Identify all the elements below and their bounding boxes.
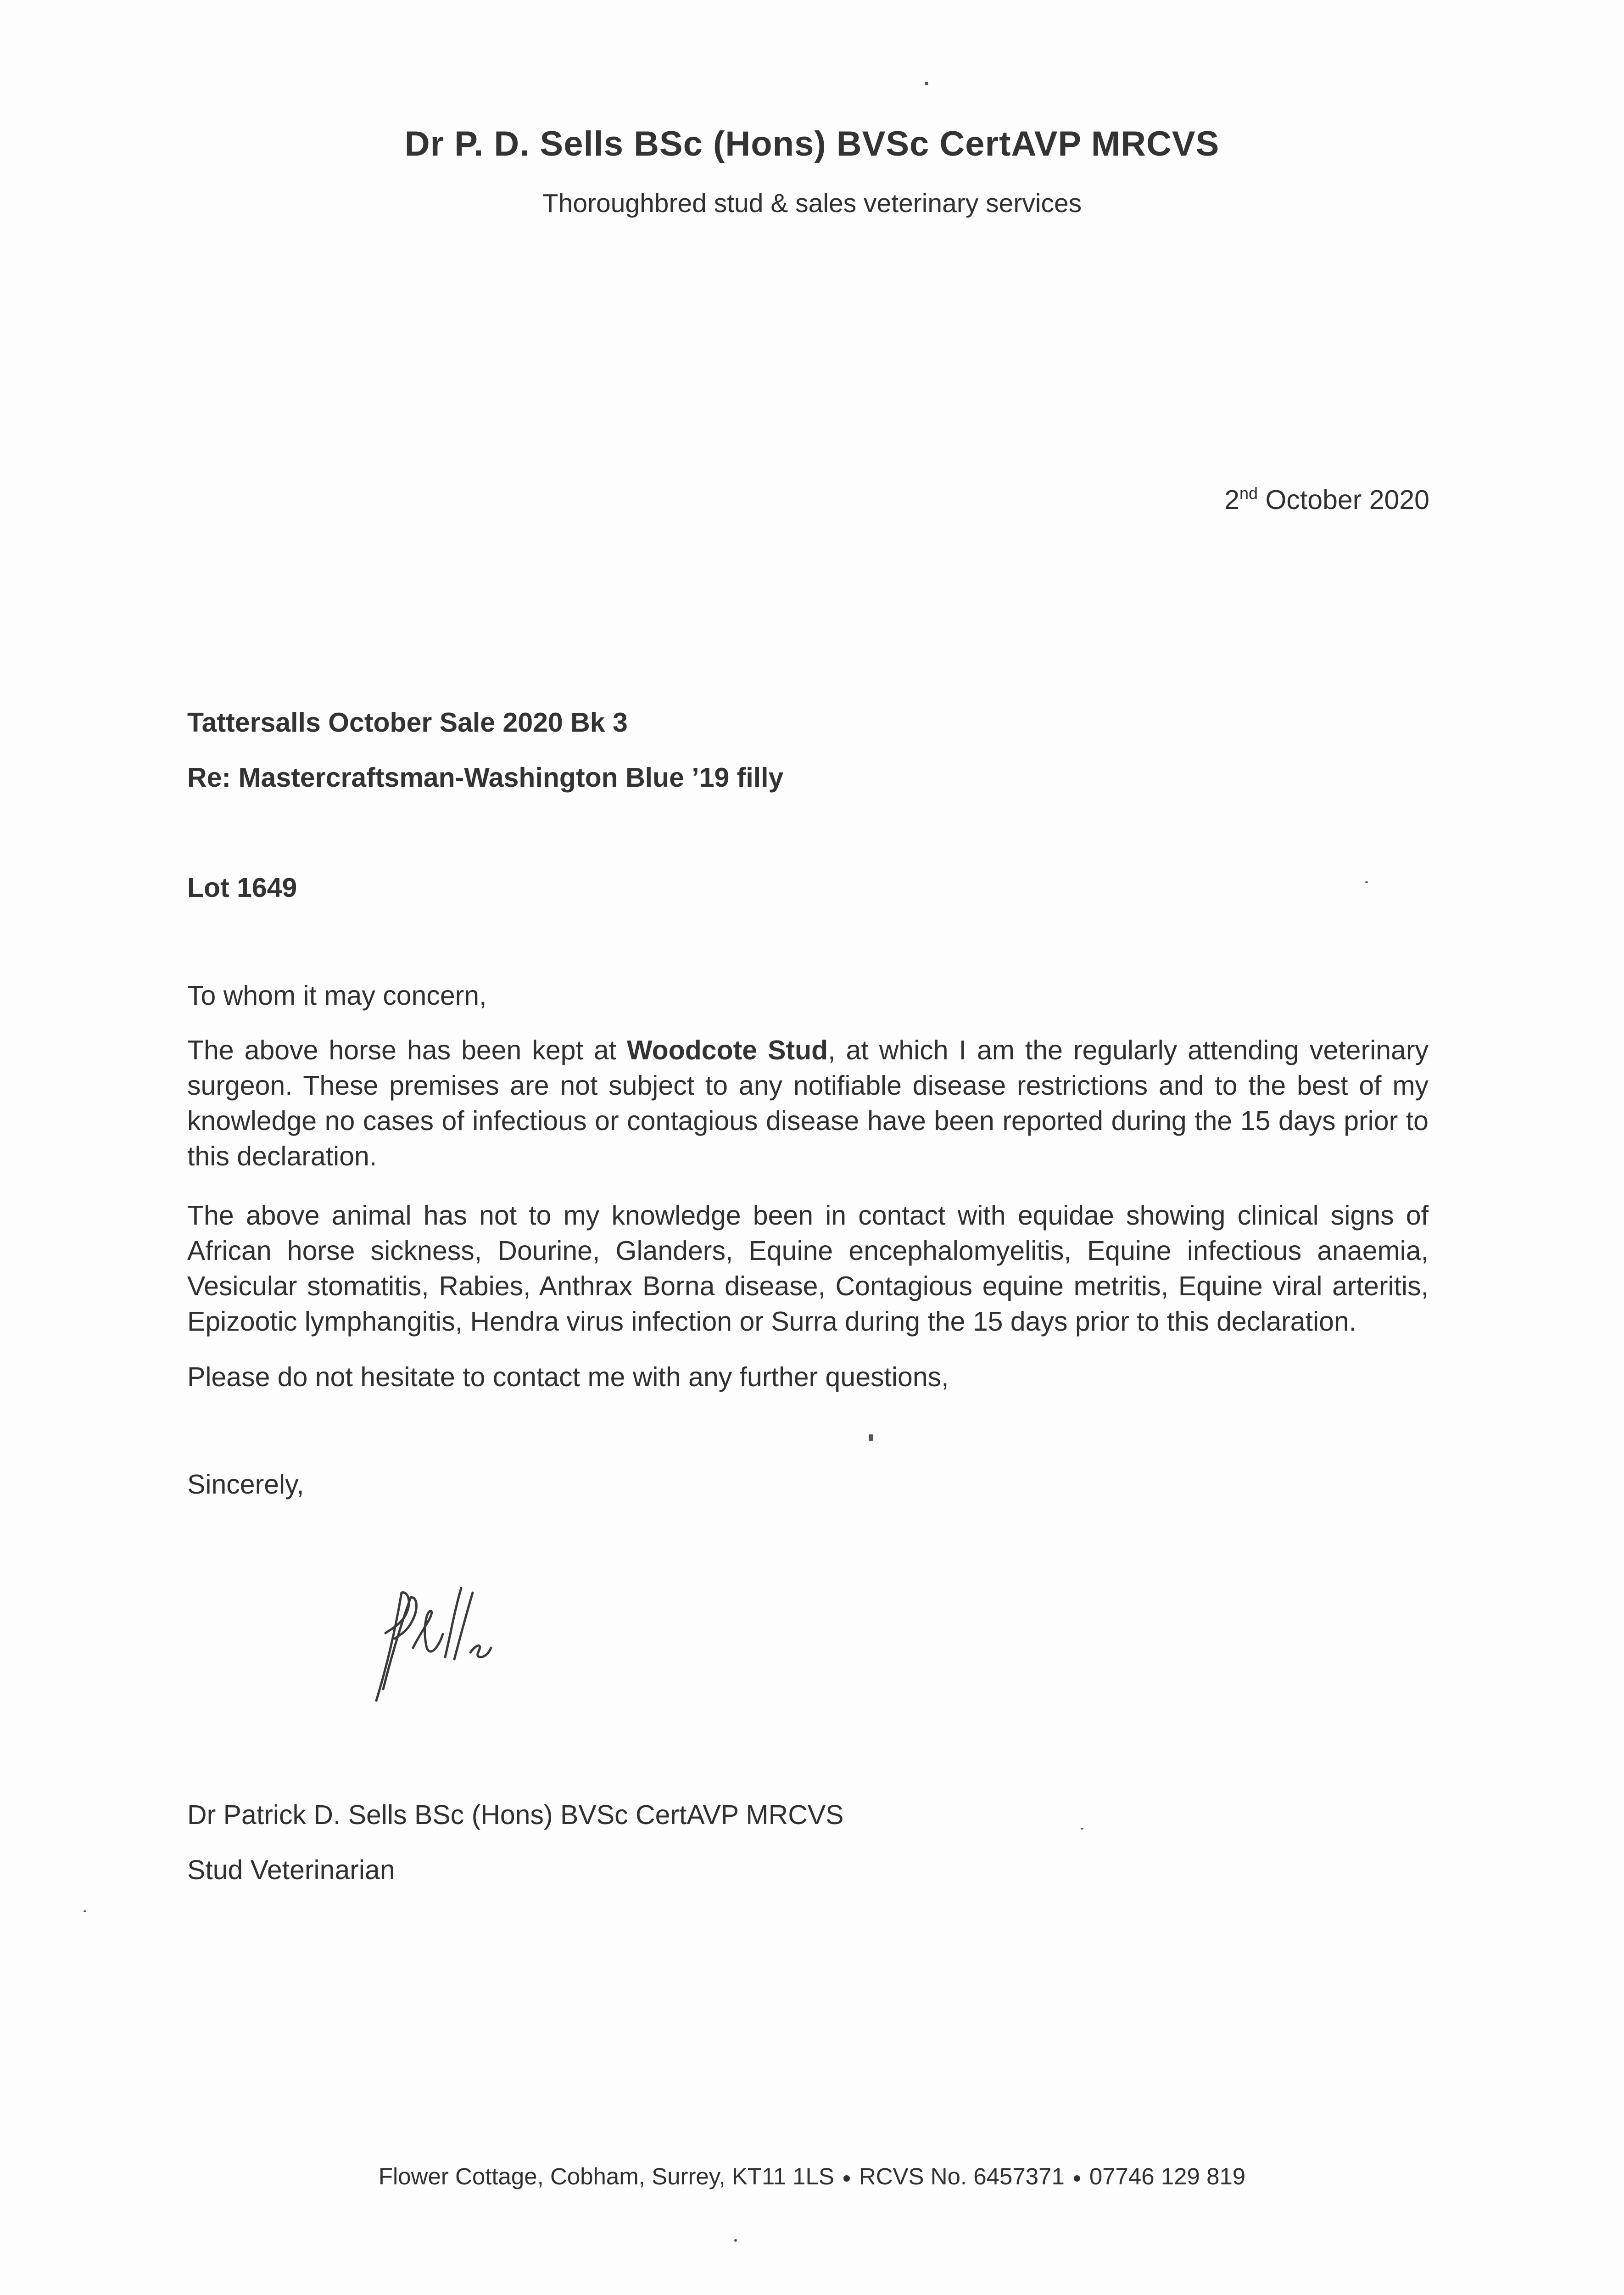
bullet-icon (843, 2175, 850, 2182)
subject-line: Re: Mastercraftsman-Washington Blue ’19 filly (187, 762, 784, 793)
salutation: To whom it may concern, (187, 980, 487, 1011)
scan-speck (734, 2239, 737, 2242)
body-paragraph-1 (187, 1033, 1429, 1174)
closing: Sincerely, (187, 1469, 304, 1500)
bullet-icon (1074, 2175, 1080, 2182)
signatory-title: Stud Veterinarian (187, 1855, 395, 1885)
para1-text-end: , at which I am the regularly attending veterinary surgeon. These premises are not subject to any notifiable disease restrictions and to the best of my knowledge no cases of infectious or contagious disease have been reported during the 15 days prior to this declaration. (187, 1035, 1429, 1171)
date-suffix: nd (1239, 484, 1258, 503)
scan-speck (1081, 1828, 1083, 1830)
footer-rcvs: RCVS No. 6457371 (859, 2163, 1065, 2189)
body-paragraph-2: The above animal has not to my knowledge been in contact with equidae showing clinical signs of African horse sickness, Dourine, Glanders, Equine encephalomyelitis, Equine infectious anaemia, Vesicular stomatitis, Rabies, Anthrax Borna disease, Contagious equine metritis, Equine viral arteritis, Epizootic lymphangitis, Hendra virus infection or Surra during the 15 days prior to this declaration. (187, 1200, 1429, 1337)
para1-text-start: The above horse has been kept at (187, 1035, 627, 1065)
sale-reference: Tattersalls October Sale 2020 Bk 3 (187, 707, 628, 738)
date-day: 2 (1224, 485, 1240, 515)
letterhead-subtitle: Thoroughbred stud & sales veterinary services (542, 189, 1082, 218)
scan-speck (869, 1434, 873, 1441)
stud-name: Woodcote Stud (627, 1035, 828, 1065)
letter-date (1224, 484, 1429, 515)
scan-speck (84, 1910, 86, 1912)
scan-speck (925, 82, 928, 85)
body-paragraph-3: Please do not hesitate to contact me with any further questions, (187, 1362, 949, 1392)
footer-phone: 07746 129 819 (1089, 2163, 1246, 2189)
footer-contact (0, 2163, 1624, 2190)
date-rest: October 2020 (1258, 485, 1429, 515)
handwritten-signature-icon (358, 1579, 496, 1703)
signatory-name: Dr Patrick D. Sells BSc (Hons) BVSc CertAVP MRCVS (187, 1800, 844, 1830)
footer-address: Flower Cottage, Cobham, Surrey, KT11 1LS (378, 2163, 834, 2189)
lot-number: Lot 1649 (187, 873, 297, 903)
scan-speck (1365, 881, 1368, 883)
letterhead-name: Dr P. D. Sells BSc (Hons) BVSc CertAVP MRCVS (404, 124, 1220, 163)
